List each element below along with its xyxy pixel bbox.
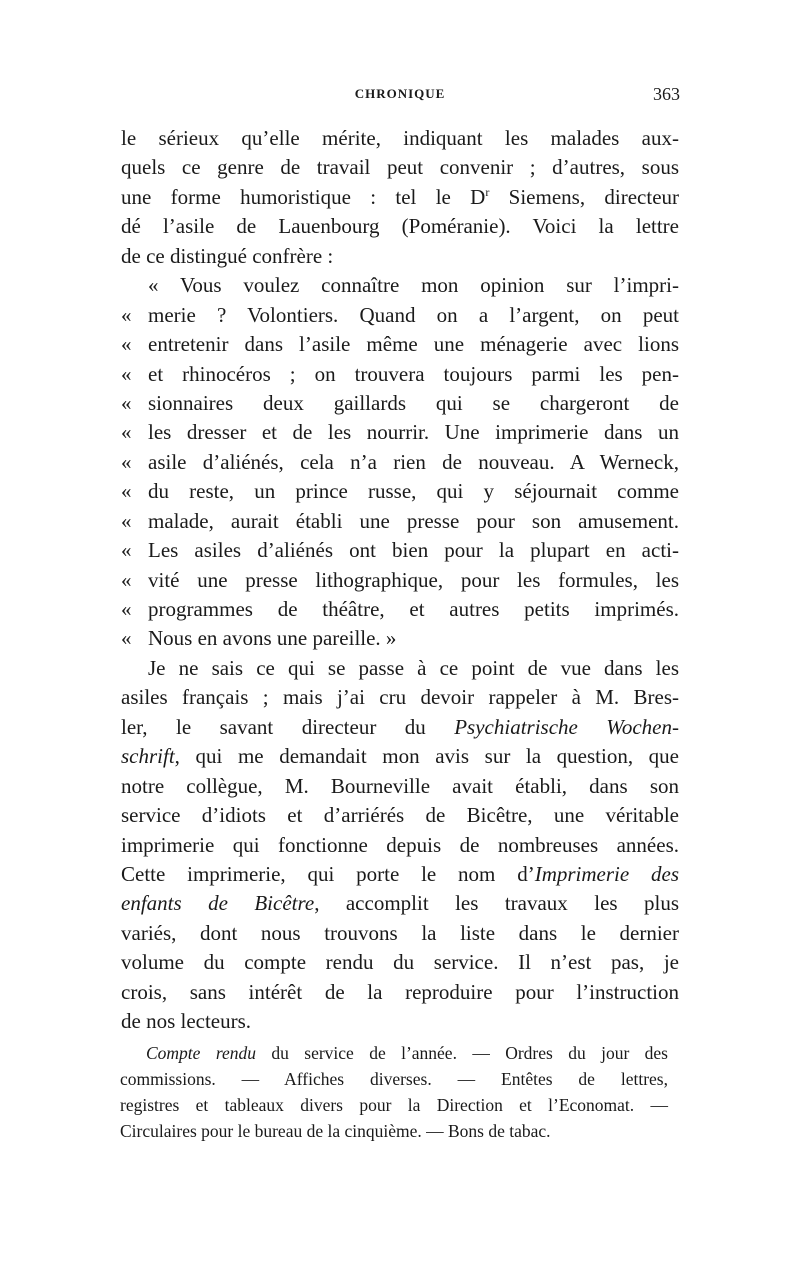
quote-line (121, 624, 679, 653)
running-head: CHRONIQUE (354, 86, 446, 101)
quote-mark: « (121, 508, 132, 533)
text-line: asiles français ; mais j’ai cru devoir rappeler à M. Bres- (121, 685, 679, 710)
list-line: Circulaires pour le bureau de la cinquième. — Bons de tabac. (120, 1121, 551, 1141)
text-line: imprimerie qui fonctionne depuis de nombreuses années. (121, 832, 679, 857)
quote-mark: « (121, 479, 132, 504)
quote-line (121, 448, 679, 477)
quote-line (121, 301, 679, 330)
text-line (121, 889, 679, 918)
quote-line (121, 536, 679, 565)
quote-mark: « (121, 567, 132, 592)
quote-mark: « (121, 302, 132, 327)
list-item-title: Compte rendu (146, 1043, 256, 1063)
quote-text: entretenir dans l’asile même une ménagerie avec lions (148, 332, 679, 357)
text-line: volume du compte rendu du service. Il n’est pas, je (121, 950, 679, 975)
text-line: variés, dont nous trouvons la liste dans le dernier (121, 920, 679, 945)
quote-text: vité une presse lithographique, pour les formules, les (148, 567, 679, 592)
text-fragment: Siemens, directeur (489, 184, 679, 209)
quote-text: les dresser et de les nourrir. Une imprimerie dans un (148, 420, 679, 445)
text-line: de nos lecteurs. (121, 1009, 252, 1034)
quote-line (121, 418, 679, 447)
text-line (121, 860, 679, 889)
quote-text: Nous en avons une pareille. » (148, 626, 397, 651)
quote-line (121, 360, 679, 389)
text-fragment: , qui me demandait mon avis sur la question, que (174, 744, 679, 769)
list-line: registres et tableaux divers pour la Direction et l’Economat. — (120, 1095, 668, 1115)
text-line: quels ce genre de travail peut convenir ; d’autres, sous (121, 155, 679, 180)
text-line: Je ne sais ce qui se passe à ce point de vue dans les (148, 655, 679, 680)
quote-mark: « (121, 390, 132, 415)
quote-text: asile d’aliénés, cela n’a rien de nouveau. A Werneck, (148, 449, 679, 474)
printshop-name: enfants de Bicêtre (121, 891, 315, 916)
journal-title: schrift (121, 744, 175, 769)
quote-fragment: Vous voulez connaître mon opinion sur l’impri- (179, 273, 679, 298)
quote-mark: « (121, 332, 132, 357)
quote-mark: « (121, 538, 132, 563)
journal-title: Psychiatrische Wochen- (454, 714, 679, 739)
page-header (120, 86, 680, 110)
quote-text: malade, aurait établi une presse pour son amusement. (148, 508, 679, 533)
list-line (120, 1040, 668, 1066)
printed-items-list (120, 1040, 668, 1144)
quote-mark (121, 271, 148, 300)
text-line: service d’idiots et d’arriérés de Bicêtre, une véritable (121, 803, 679, 828)
page-number: 363 (653, 84, 680, 104)
quote-line (121, 507, 679, 536)
quote-mark: « (121, 597, 132, 621)
text-line: crois, sans intérêt de la reproduire pour l’instruction (121, 979, 679, 1004)
text-line: de ce distingué confrère : (121, 243, 334, 268)
body-text (121, 124, 679, 1037)
text-fragment: du service de l’année. — Ordres du jour des (256, 1043, 668, 1063)
quote-text: merie ? Volontiers. Quand on a l’argent, on peut (148, 302, 679, 327)
quote-line (121, 330, 679, 359)
quote-open-mark: « (148, 273, 159, 298)
quote-line (121, 477, 679, 506)
list-line: commissions. — Affiches diverses. — Entêtes de lettres, (120, 1069, 668, 1089)
quote-text: programmes de théâtre, et autres petits imprimés. (148, 597, 679, 621)
quote-mark: « (121, 420, 132, 445)
quote-line (121, 389, 679, 418)
text-fragment: ler, le savant directeur du (121, 714, 455, 739)
quote-text (148, 271, 679, 300)
quote-mark: « (121, 361, 132, 386)
text-line (121, 713, 679, 742)
text-line (121, 183, 679, 212)
quote-text: et rhinocéros ; on trouvera toujours parmi les pen- (148, 361, 679, 386)
text-fragment: , accomplit les travaux les plus (314, 891, 679, 916)
superscript: r (485, 184, 490, 199)
quote-line (121, 595, 679, 624)
text-fragment: une forme humoristique : tel le D (121, 184, 486, 209)
quote-mark: « (121, 449, 132, 474)
quote-text: Les asiles d’aliénés ont bien pour la plupart en acti- (148, 538, 679, 563)
quote-line (121, 566, 679, 595)
text-line (121, 742, 679, 771)
text-line: dé l’asile de Lauenbourg (Poméranie). Voici la lettre (121, 214, 679, 239)
quote-text: du reste, un prince russe, qui y séjournait comme (148, 479, 679, 504)
printshop-name: Imprimerie des (534, 861, 679, 886)
quote-line (121, 271, 679, 300)
text-line: le sérieux qu’elle mérite, indiquant les malades aux- (121, 126, 679, 150)
quote-mark: « (121, 626, 132, 651)
text-fragment: Cette imprimerie, qui porte le nom d’ (121, 861, 535, 886)
text-line: notre collègue, M. Bourneville avait établi, dans son (121, 773, 679, 798)
quote-text: sionnaires deux gaillards qui se chargeront de (148, 390, 679, 415)
